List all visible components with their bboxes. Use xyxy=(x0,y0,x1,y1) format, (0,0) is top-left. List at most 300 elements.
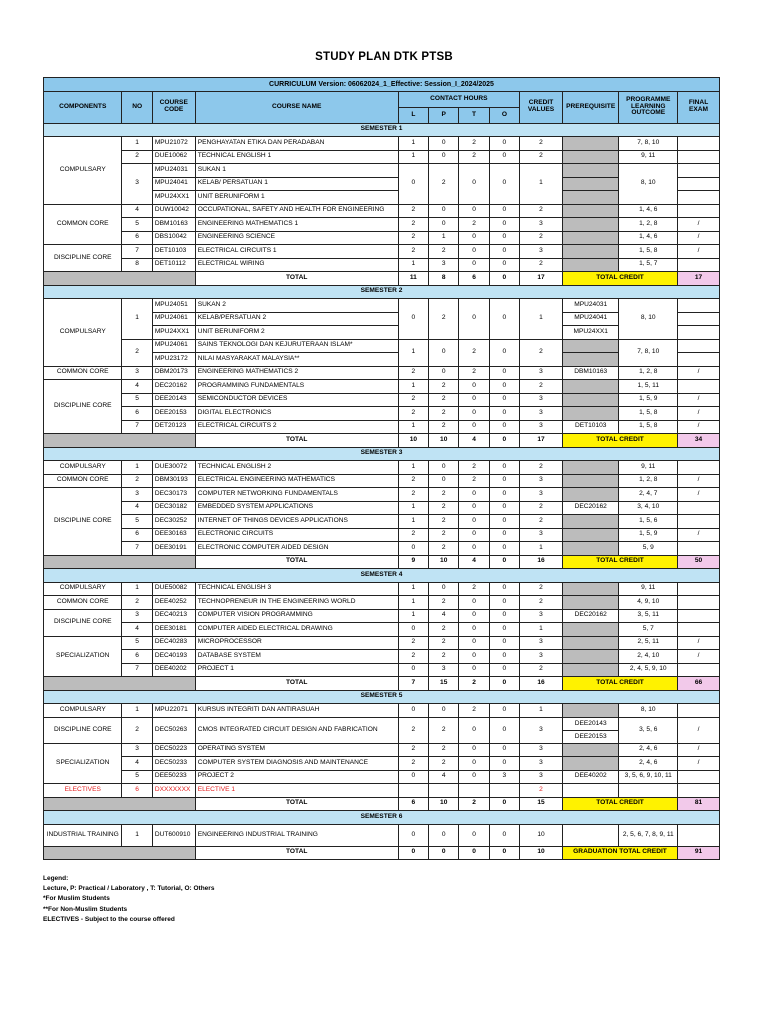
hours-o: 0 xyxy=(489,824,519,846)
final-exam xyxy=(678,191,720,205)
credit-value: 2 xyxy=(520,582,563,596)
final-exam: / xyxy=(678,528,720,542)
hours-o: 0 xyxy=(489,474,519,488)
hours-p: 4 xyxy=(429,770,459,784)
credit-value: 2 xyxy=(520,339,563,366)
prerequisite xyxy=(562,150,619,164)
hours-p: 2 xyxy=(429,757,459,771)
final-exam xyxy=(678,164,720,178)
programme-learning-outcome: 2, 5, 6, 7, 8, 9, 11 xyxy=(619,824,678,846)
total-l: 0 xyxy=(398,846,428,860)
final-exam xyxy=(678,824,720,846)
total-credit-label: TOTAL CREDIT xyxy=(562,555,677,569)
course-row xyxy=(44,204,720,218)
course-name: OPERATING SYSTEM xyxy=(195,743,398,757)
prerequisite-code: DEE20153 xyxy=(563,730,619,743)
prerequisite: MPU24XX1 xyxy=(562,326,619,340)
hours-p: 2 xyxy=(429,623,459,637)
course-code: DBM30193 xyxy=(152,474,195,488)
semester-header-row xyxy=(44,569,720,583)
hours-t: 2 xyxy=(459,218,489,232)
total-credit-value: 91 xyxy=(678,846,720,860)
semester-total-row xyxy=(44,555,720,569)
hours-p: 2 xyxy=(429,164,459,205)
credit-value: 3 xyxy=(520,609,563,623)
total-spacer xyxy=(44,555,196,569)
final-exam xyxy=(678,150,720,164)
course-code: DET10103 xyxy=(152,245,195,259)
final-exam: / xyxy=(678,407,720,421)
course-code: DET10112 xyxy=(152,258,195,272)
course-code: DUE50082 xyxy=(152,582,195,596)
hours-l: 2 xyxy=(398,407,428,421)
hours-o: 0 xyxy=(489,515,519,529)
credit-value: 10 xyxy=(520,824,563,846)
hours-l: 1 xyxy=(398,150,428,164)
credit-value: 2 xyxy=(520,515,563,529)
course-code: DBM10163 xyxy=(152,218,195,232)
course-row xyxy=(44,488,720,502)
final-exam xyxy=(678,663,720,677)
course-name: EMBEDDED SYSTEM APPLICATIONS xyxy=(195,501,398,515)
course-no: 6 xyxy=(122,407,152,421)
hours-o: 0 xyxy=(489,137,519,151)
credit-value: 3 xyxy=(520,717,563,743)
total-p: 10 xyxy=(429,797,459,811)
hours-p: 2 xyxy=(429,542,459,556)
semester-header-row xyxy=(44,690,720,704)
credit-value: 3 xyxy=(520,757,563,771)
course-row xyxy=(44,420,720,434)
legend-line: ELECTIVES - Subject to the course offered xyxy=(43,915,175,923)
prerequisite xyxy=(562,704,619,718)
total-label: TOTAL xyxy=(195,434,398,448)
header-o: O xyxy=(489,107,519,123)
hours-l: 2 xyxy=(398,231,428,245)
semester-header-row xyxy=(44,811,720,825)
prerequisite xyxy=(562,245,619,259)
hours-p: 0 xyxy=(429,461,459,475)
total-credit-value: 50 xyxy=(678,555,720,569)
programme-learning-outcome: 1, 5, 8 xyxy=(619,245,678,259)
prerequisite xyxy=(562,515,619,529)
course-no: 3 xyxy=(122,366,152,380)
credit-value: 1 xyxy=(520,623,563,637)
hours-o: 0 xyxy=(489,218,519,232)
credit-value: 3 xyxy=(520,407,563,421)
semester-title: SEMESTER 4 xyxy=(44,569,720,583)
course-name: UNIT BERUNIFORM 2 xyxy=(195,326,398,340)
header-row-1 xyxy=(44,91,720,107)
hours-l: 1 xyxy=(398,461,428,475)
course-row xyxy=(44,218,720,232)
programme-learning-outcome: 1, 4, 6 xyxy=(619,204,678,218)
course-code: DEE30181 xyxy=(152,623,195,637)
course-name: ELECTRICAL ENGINEERING MATHEMATICS xyxy=(195,474,398,488)
course-no: 4 xyxy=(122,204,152,218)
prerequisite xyxy=(562,784,619,798)
hours-o: 0 xyxy=(489,366,519,380)
hours-t: 0 xyxy=(459,258,489,272)
hours-l: 1 xyxy=(398,515,428,529)
semester-total-row xyxy=(44,797,720,811)
course-name: TECHNOPRENEUR IN THE ENGINEERING WORLD xyxy=(195,596,398,610)
prerequisite xyxy=(562,474,619,488)
course-name: SUKAN 1 xyxy=(195,164,398,178)
hours-t: 0 xyxy=(459,596,489,610)
course-code: MPU24061 xyxy=(152,312,195,326)
hours-o: 0 xyxy=(489,231,519,245)
course-code: DEC30173 xyxy=(152,488,195,502)
course-row xyxy=(44,258,720,272)
hours-t: 2 xyxy=(459,137,489,151)
hours-o: 0 xyxy=(489,420,519,434)
hours-l: 0 xyxy=(398,623,428,637)
legend-line: Lecture, P: Practical / Laboratory , T: Tutorial, O: Others xyxy=(43,885,215,893)
programme-learning-outcome: 8, 10 xyxy=(619,164,678,205)
course-no: 6 xyxy=(122,784,152,798)
hours-l: 1 xyxy=(398,380,428,394)
total-credit-values: 17 xyxy=(520,434,563,448)
semester-total-row xyxy=(44,846,720,860)
prerequisite xyxy=(562,623,619,637)
programme-learning-outcome: 1, 2, 8 xyxy=(619,366,678,380)
programme-learning-outcome: 8, 10 xyxy=(619,704,678,718)
course-no: 7 xyxy=(122,420,152,434)
credit-value: 2 xyxy=(520,784,563,798)
hours-p: 0 xyxy=(429,704,459,718)
hours-o: 0 xyxy=(489,488,519,502)
total-credit-value: 66 xyxy=(678,677,720,691)
legend-title: Legend: xyxy=(43,875,69,882)
prerequisite xyxy=(562,461,619,475)
final-exam: / xyxy=(678,743,720,757)
component-label: COMPULSARY xyxy=(44,461,122,475)
credit-value: 3 xyxy=(520,743,563,757)
hours-t: 0 xyxy=(459,420,489,434)
total-credit-label: TOTAL CREDIT xyxy=(562,434,677,448)
course-row xyxy=(44,784,720,798)
course-row xyxy=(44,231,720,245)
programme-learning-outcome: 1, 2, 8 xyxy=(619,474,678,488)
final-exam xyxy=(678,704,720,718)
course-no: 5 xyxy=(122,218,152,232)
hours-t: 0 xyxy=(459,743,489,757)
hours-t: 0 xyxy=(459,501,489,515)
hours-t: 0 xyxy=(459,380,489,394)
hours-l: 0 xyxy=(398,663,428,677)
final-exam: / xyxy=(678,488,720,502)
course-name: TECHNICAL ENGLISH 1 xyxy=(195,150,398,164)
credit-value: 1 xyxy=(520,542,563,556)
hours-t: 0 xyxy=(459,245,489,259)
prerequisite xyxy=(562,380,619,394)
final-exam xyxy=(678,515,720,529)
course-code: DEC50223 xyxy=(152,743,195,757)
course-code: DEC50233 xyxy=(152,757,195,771)
total-p: 0 xyxy=(429,846,459,860)
hours-p: 2 xyxy=(429,488,459,502)
credit-value: 3 xyxy=(520,650,563,664)
hours-p: 2 xyxy=(429,515,459,529)
hours-o: 0 xyxy=(489,636,519,650)
semester-title: SEMESTER 3 xyxy=(44,447,720,461)
hours-t: 0 xyxy=(459,717,489,743)
course-row xyxy=(44,339,720,353)
course-name: PENGHAYATAN ETIKA DAN PERADABAN xyxy=(195,137,398,151)
hours-p: 0 xyxy=(429,474,459,488)
course-name: ENGINEERING INDUSTRIAL TRAINING xyxy=(195,824,398,846)
hours-o: 0 xyxy=(489,704,519,718)
prerequisite xyxy=(562,717,619,743)
final-exam xyxy=(678,177,720,191)
course-name: COMPUTER SYSTEM DIAGNOSIS AND MAINTENANCE xyxy=(195,757,398,771)
course-no: 2 xyxy=(122,474,152,488)
course-no: 1 xyxy=(122,299,152,340)
course-code: DEE30163 xyxy=(152,528,195,542)
course-no: 8 xyxy=(122,258,152,272)
semester-title: SEMESTER 6 xyxy=(44,811,720,825)
hours-t: 2 xyxy=(459,582,489,596)
programme-learning-outcome: 3, 5, 6 xyxy=(619,717,678,743)
course-no: 6 xyxy=(122,528,152,542)
prerequisite xyxy=(562,528,619,542)
course-code: DEE50233 xyxy=(152,770,195,784)
course-name: DIGITAL ELECTRONICS xyxy=(195,407,398,421)
hours-p: 2 xyxy=(429,596,459,610)
course-name: ENGINEERING MATHEMATICS 1 xyxy=(195,218,398,232)
component-label: INDUSTRIAL TRAINING xyxy=(44,824,122,846)
course-code: MPU24031 xyxy=(152,164,195,178)
course-code: DXXXXXXX xyxy=(152,784,195,798)
hours-t: 0 xyxy=(459,663,489,677)
component-label: SPECIALIZATION xyxy=(44,743,122,784)
total-o: 0 xyxy=(489,797,519,811)
total-l: 10 xyxy=(398,434,428,448)
total-o: 0 xyxy=(489,555,519,569)
header-credit-values: CREDIT VALUES xyxy=(520,91,563,123)
programme-learning-outcome: 3, 5, 11 xyxy=(619,609,678,623)
header-prerequisite: PREREQUISITE xyxy=(562,91,619,123)
programme-learning-outcome: 1, 5, 6 xyxy=(619,515,678,529)
total-o: 0 xyxy=(489,846,519,860)
course-code: DEC20162 xyxy=(152,380,195,394)
header-no: NO xyxy=(122,91,152,123)
course-no: 5 xyxy=(122,636,152,650)
hours-t: 0 xyxy=(459,542,489,556)
final-exam: / xyxy=(678,393,720,407)
course-code: MPU21072 xyxy=(152,137,195,151)
course-name: TECHNICAL ENGLISH 3 xyxy=(195,582,398,596)
course-no: 2 xyxy=(122,150,152,164)
final-exam xyxy=(678,326,720,340)
programme-learning-outcome: 1, 5, 9 xyxy=(619,393,678,407)
total-credit-value: 81 xyxy=(678,797,720,811)
hours-o: 0 xyxy=(489,650,519,664)
prerequisite xyxy=(562,636,619,650)
credit-value: 3 xyxy=(520,245,563,259)
hours-t: 2 xyxy=(459,474,489,488)
hours-t: 0 xyxy=(459,299,489,340)
hours-l: 2 xyxy=(398,717,428,743)
total-p: 8 xyxy=(429,272,459,286)
component-label: COMPULSARY xyxy=(44,299,122,367)
hours-t: 0 xyxy=(459,231,489,245)
component-label: ELECTIVES xyxy=(44,784,122,798)
total-t: 2 xyxy=(459,797,489,811)
prerequisite: MPU24041 xyxy=(562,312,619,326)
hours-p: 2 xyxy=(429,299,459,340)
prerequisite xyxy=(562,204,619,218)
total-credit-values: 16 xyxy=(520,677,563,691)
semester-title: SEMESTER 5 xyxy=(44,690,720,704)
programme-learning-outcome: 2, 4, 6 xyxy=(619,743,678,757)
course-row xyxy=(44,596,720,610)
course-code: DBS10042 xyxy=(152,231,195,245)
hours-l: 1 xyxy=(398,501,428,515)
course-row xyxy=(44,366,720,380)
course-name: TECHNICAL ENGLISH 2 xyxy=(195,461,398,475)
programme-learning-outcome xyxy=(619,784,678,798)
hours-t: 0 xyxy=(459,164,489,205)
course-no: 5 xyxy=(122,770,152,784)
hours-l: 2 xyxy=(398,245,428,259)
hours-o: 0 xyxy=(489,623,519,637)
course-name: ENGINEERING MATHEMATICS 2 xyxy=(195,366,398,380)
total-credit-values: 16 xyxy=(520,555,563,569)
study-plan-table xyxy=(43,77,720,860)
hours-l: 2 xyxy=(398,204,428,218)
course-name: ENGINEERING SCIENCE xyxy=(195,231,398,245)
course-row xyxy=(44,542,720,556)
hours-o: 0 xyxy=(489,245,519,259)
hours-p: 2 xyxy=(429,743,459,757)
curriculum-version: CURRICULUM Version: 06062024_1_Effective: Session_I_2024/2025 xyxy=(44,78,720,92)
credit-value: 2 xyxy=(520,461,563,475)
hours-o: 0 xyxy=(489,717,519,743)
credit-value: 3 xyxy=(520,474,563,488)
prerequisite xyxy=(562,258,619,272)
course-name: ELECTRICAL CIRCUITS 2 xyxy=(195,420,398,434)
course-no: 4 xyxy=(122,501,152,515)
hours-l: 1 xyxy=(398,258,428,272)
course-name: KELAB/PERSATUAN 2 xyxy=(195,312,398,326)
hours-t: 0 xyxy=(459,515,489,529)
credit-value: 1 xyxy=(520,704,563,718)
course-no: 1 xyxy=(122,137,152,151)
course-row xyxy=(44,609,720,623)
course-name: CMOS INTEGRATED CIRCUIT DESIGN AND FABRICATION xyxy=(195,717,398,743)
course-row xyxy=(44,636,720,650)
course-row xyxy=(44,407,720,421)
programme-learning-outcome: 1, 4, 6 xyxy=(619,231,678,245)
course-row xyxy=(44,650,720,664)
programme-learning-outcome: 1, 5, 7 xyxy=(619,258,678,272)
course-no: 4 xyxy=(122,757,152,771)
prerequisite xyxy=(562,393,619,407)
course-code: DEE40202 xyxy=(152,663,195,677)
prerequisite xyxy=(562,191,619,205)
credit-value: 2 xyxy=(520,663,563,677)
course-code: MPU24051 xyxy=(152,299,195,313)
hours-t: 0 xyxy=(459,770,489,784)
hours-o: 0 xyxy=(489,407,519,421)
total-label: TOTAL xyxy=(195,555,398,569)
credit-value: 1 xyxy=(520,164,563,205)
hours-o: 0 xyxy=(489,393,519,407)
credit-value: 2 xyxy=(520,150,563,164)
prerequisite xyxy=(562,407,619,421)
course-name: PROJECT 1 xyxy=(195,663,398,677)
final-exam xyxy=(678,784,720,798)
total-l: 7 xyxy=(398,677,428,691)
total-spacer xyxy=(44,434,196,448)
programme-learning-outcome: 1, 5, 8 xyxy=(619,407,678,421)
course-name: KELAB/ PERSATUAN 1 xyxy=(195,177,398,191)
prerequisite xyxy=(562,218,619,232)
course-code: MPU23172 xyxy=(152,353,195,367)
hours-o: 0 xyxy=(489,596,519,610)
hours-p: 2 xyxy=(429,636,459,650)
component-label: SPECIALIZATION xyxy=(44,636,122,677)
programme-learning-outcome: 1, 5, 8 xyxy=(619,420,678,434)
prerequisite xyxy=(562,743,619,757)
programme-learning-outcome: 8, 10 xyxy=(619,299,678,340)
semester-header-row xyxy=(44,123,720,137)
total-label: TOTAL xyxy=(195,677,398,691)
header-programme-learning-outcome: PROGRAMME LEARNING OUTCOME xyxy=(619,91,678,123)
hours-t: 0 xyxy=(459,204,489,218)
hours-p: 2 xyxy=(429,650,459,664)
total-p: 10 xyxy=(429,434,459,448)
total-l: 6 xyxy=(398,797,428,811)
hours-t: 0 xyxy=(459,407,489,421)
course-code: DEE20153 xyxy=(152,407,195,421)
legend-line: **For Non-Muslim Students xyxy=(43,905,128,913)
programme-learning-outcome: 7, 8, 10 xyxy=(619,137,678,151)
course-no: 7 xyxy=(122,245,152,259)
course-name: SEMICONDUCTOR DEVICES xyxy=(195,393,398,407)
total-credit-label: GRADUATION TOTAL CREDIT xyxy=(562,846,677,860)
total-credit-value: 34 xyxy=(678,434,720,448)
total-t: 4 xyxy=(459,434,489,448)
course-code: DUT600910 xyxy=(152,824,195,846)
header-p: P xyxy=(429,107,459,123)
hours-o: 0 xyxy=(489,743,519,757)
hours-t: 2 xyxy=(459,366,489,380)
component-label: DISCIPLINE CORE xyxy=(44,717,122,743)
prerequisite: DBM10163 xyxy=(562,366,619,380)
hours-l: 0 xyxy=(398,164,428,205)
course-no: 1 xyxy=(122,582,152,596)
course-code: DEE30191 xyxy=(152,542,195,556)
component-label: DISCIPLINE CORE xyxy=(44,609,122,636)
course-no: 4 xyxy=(122,380,152,394)
hours-l: 2 xyxy=(398,528,428,542)
final-exam: / xyxy=(678,231,720,245)
total-credit-values: 17 xyxy=(520,272,563,286)
hours-p: 2 xyxy=(429,420,459,434)
component-label: DISCIPLINE CORE xyxy=(44,380,122,434)
course-row xyxy=(44,528,720,542)
final-exam: / xyxy=(678,366,720,380)
component-label: COMMON CORE xyxy=(44,596,122,610)
hours-t: 0 xyxy=(459,528,489,542)
programme-learning-outcome: 1, 5, 9 xyxy=(619,528,678,542)
credit-value: 2 xyxy=(520,204,563,218)
hours-t: 0 xyxy=(459,609,489,623)
total-credit-label: TOTAL CREDIT xyxy=(562,797,677,811)
